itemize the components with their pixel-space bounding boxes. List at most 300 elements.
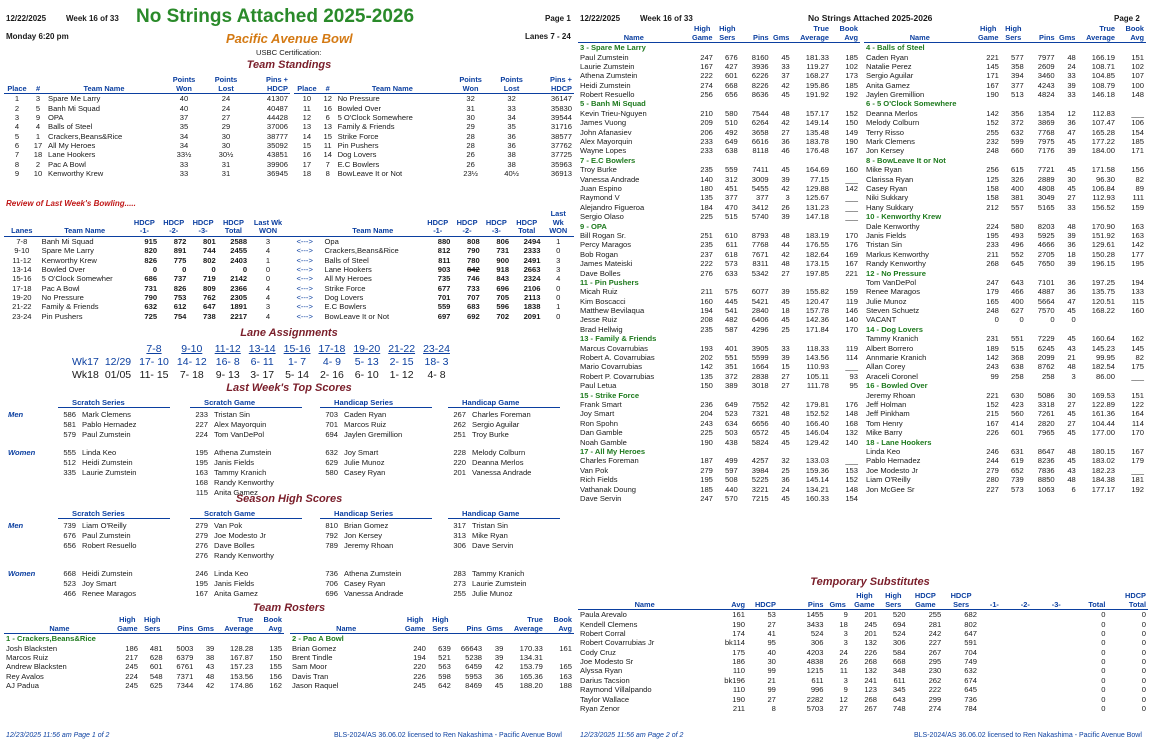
true-average: 147.18: [805, 212, 830, 222]
true-average: 119.27: [806, 61, 830, 71]
lane-pair-label: 7-8: [146, 342, 162, 355]
roster-header-avg: True Average: [216, 616, 255, 634]
bowler-name: Dave Servin: [580, 493, 622, 503]
book-average: 150: [845, 118, 858, 128]
high-game: 186: [125, 643, 138, 653]
roster-header-avg: True Average: [505, 616, 545, 634]
book-average: 163: [1131, 221, 1144, 231]
roster-header-name: Name: [864, 25, 976, 43]
true-average: 174.86: [230, 681, 254, 691]
review-won-b: 4: [556, 274, 561, 284]
heading-underline: [448, 518, 560, 519]
high-series: 633: [725, 268, 738, 278]
bowler-row: [290, 653, 574, 662]
true-average: 145.23: [1091, 343, 1116, 353]
bowler-row: [578, 193, 860, 202]
hdcp-game: 274: [928, 704, 942, 714]
games: 36: [781, 475, 790, 485]
standings-pins-hdcp: 36913: [550, 169, 572, 179]
bowler-row: [864, 52, 1146, 61]
standings-team-number: 17: [33, 141, 43, 151]
standings-points-won: 35: [179, 122, 189, 132]
standings-pins-hdcp: 39544: [550, 112, 572, 122]
high-game: 251: [700, 230, 713, 240]
hdcp: 41: [767, 628, 776, 638]
hdcp-game: 255: [928, 610, 942, 620]
pins: 4887: [1037, 287, 1055, 297]
score-value: 279: [195, 531, 208, 540]
high-game: 256: [700, 90, 713, 100]
review-team-a: No Pressure: [41, 293, 84, 303]
pins: 6077: [751, 287, 769, 297]
high-game: 195: [700, 475, 713, 485]
pins: 66643: [460, 643, 483, 653]
bowler-name: Dale Kenworthy: [866, 221, 920, 231]
team-label-row: [578, 43, 860, 53]
pins: 7975: [1037, 137, 1055, 147]
footer-page-info: 12/23/2025 11:56 am Page 1 of 2: [6, 732, 110, 739]
review-game1-a: 731: [144, 283, 158, 293]
standings-points-lost: 30: [221, 131, 231, 141]
high-game: 189: [986, 343, 999, 353]
bowler-row: [578, 475, 860, 484]
book-average: 167: [1131, 446, 1144, 456]
lane-matchup: 4- 8: [427, 368, 446, 381]
bowler-row: [864, 297, 1146, 306]
team-label-row: [864, 212, 1146, 221]
subs-header-gms: Gms: [826, 592, 850, 610]
games: 47: [1067, 296, 1076, 306]
true-average: 152.52: [805, 409, 830, 419]
bowler-row: [4, 672, 284, 681]
book-average: 162: [269, 681, 282, 691]
high-series: 642: [438, 681, 451, 691]
week-label: Wk18: [72, 368, 99, 381]
score-value: 313: [453, 531, 466, 540]
game1-blank: [979, 638, 1010, 647]
pins: 4824: [1037, 90, 1055, 100]
true-average: 171.58: [1091, 165, 1116, 175]
games: 3: [843, 675, 848, 685]
games: 33: [781, 343, 790, 353]
games: 42: [781, 399, 790, 409]
standings-header-team: Team Name: [336, 76, 450, 94]
bowler-row: [578, 400, 860, 409]
bowler-name: Mike Ryan: [472, 531, 508, 540]
high-game: 243: [986, 362, 999, 372]
bowler-row: [578, 438, 860, 447]
book-average: 93: [849, 371, 858, 381]
review-game1-b: 880: [437, 236, 451, 246]
lane-matchup: 5- 14: [285, 368, 310, 381]
standings-place: 12: [302, 112, 312, 122]
review-game1-a: 826: [144, 255, 158, 265]
high-series: 381: [1011, 193, 1024, 203]
review-lanes: 11-12: [12, 255, 32, 265]
true-average: 134.31: [519, 652, 543, 662]
games: 42: [494, 662, 504, 672]
standings-team-number: 13: [323, 122, 332, 132]
subs-table: [578, 592, 1148, 713]
true-average: 191.92: [805, 90, 830, 100]
high-series: 601: [149, 662, 163, 672]
review-game1-b: 812: [437, 246, 451, 256]
true-average: 120.51: [1091, 296, 1116, 306]
review-won-a: 3: [265, 302, 271, 312]
review-game2-b: 790: [467, 246, 480, 256]
review-lanes: 13-14: [12, 264, 32, 274]
score-col-heading: Scratch Series: [72, 509, 125, 518]
review-title: Review of Last Week's Bowling.....: [6, 199, 136, 208]
game2-blank: [1010, 610, 1041, 620]
review-game3-b: 596: [496, 302, 510, 312]
games: 3: [1071, 371, 1076, 381]
bowler-name: Brian Gomez: [344, 521, 389, 530]
games: 42: [781, 118, 790, 128]
bowler-name: Janis Fields: [214, 458, 255, 467]
games: 43: [1067, 465, 1076, 475]
book-average: 119: [845, 296, 858, 306]
score-value: 581: [63, 420, 76, 429]
pins: 6226: [751, 71, 769, 81]
bowler-row: [578, 353, 860, 362]
bowler-row: [578, 466, 860, 475]
roster-header-book: Book Avg: [1117, 25, 1146, 43]
high-game: 256: [986, 165, 999, 175]
true-average: 161.36: [1091, 409, 1116, 419]
high-game: 142: [700, 362, 713, 372]
bowler-name: Tammy Kranich: [866, 334, 919, 344]
pins: 4257: [751, 456, 769, 466]
standings-header-num: #: [320, 76, 336, 94]
bowler-row: [290, 672, 574, 681]
book-average: ___: [845, 362, 858, 372]
bowler-row: [864, 353, 1146, 362]
games: 33: [1067, 71, 1076, 81]
standings-row: [294, 132, 574, 141]
pins: 6616: [751, 137, 769, 147]
bowler-row: [864, 409, 1146, 418]
book-average: 179: [1131, 456, 1144, 466]
bowler-row: [578, 381, 860, 390]
bowler-row: [4, 662, 284, 671]
review-game2-b: 746: [467, 274, 480, 284]
team-label-row: [864, 43, 1146, 53]
standings-points-lost: 30: [221, 141, 231, 151]
review-team-b: Crackers,Beans&Rice: [324, 246, 399, 256]
subs-header-hg: High Game: [850, 592, 879, 610]
true-average: 155.82: [805, 287, 830, 297]
week-label: Wk17: [72, 355, 99, 368]
score-value: 739: [63, 521, 76, 530]
lane-pair-label: 19-20: [353, 342, 381, 355]
bowler-row: [4, 643, 284, 652]
bowler-name: Van Pok: [580, 465, 609, 475]
lane-matchup: 17- 10: [139, 355, 169, 368]
hdcp: 40: [767, 647, 776, 657]
pins: 3658: [751, 127, 769, 137]
standings-row: [294, 160, 574, 169]
true-average: 183.02: [1091, 456, 1116, 466]
pins: 524: [810, 628, 824, 638]
high-series: 423: [1011, 399, 1024, 409]
high-series: 515: [725, 212, 738, 222]
bowler-name: Janis Fields: [214, 579, 255, 588]
games: 25: [781, 324, 790, 334]
bowler-name: Tristan Sin: [472, 521, 509, 530]
bowler-name: Dave Bolles: [214, 541, 255, 550]
hdcp-series: 632: [964, 666, 977, 676]
roster-header-avg: True Average: [792, 25, 831, 43]
score-value: 579: [63, 430, 76, 439]
high-series: 638: [1011, 362, 1024, 372]
footer-page-info-2: 12/23/2025 11:56 am Page 2 of 2: [580, 732, 684, 739]
standings-row: [4, 103, 290, 112]
score-value: 694: [325, 430, 338, 439]
pins: 2889: [1037, 174, 1055, 184]
review-game3-a: 647: [203, 302, 216, 312]
pins: 7836: [1037, 465, 1055, 475]
high-series: 587: [725, 324, 738, 334]
subs-header-hdcp_sers: HDCP Sers: [943, 592, 979, 610]
standings-points-won: 26: [466, 159, 475, 169]
book-average: 102: [845, 61, 858, 71]
high-series: 580: [1011, 221, 1024, 231]
review-game1-b: 559: [437, 302, 451, 312]
high-series: 510: [725, 118, 738, 128]
true-average: 99.95: [1096, 353, 1116, 363]
subs-header-hs: High Sers: [879, 592, 908, 610]
games: 30: [1067, 174, 1076, 184]
bowler-name: Hany Sukkary: [866, 202, 914, 212]
score-value: 656: [63, 541, 76, 550]
lane-matchup: 2- 16: [319, 368, 344, 381]
score-value: 276: [195, 541, 208, 550]
bowler-name: Ron Spohn: [580, 418, 618, 428]
pins: 3433: [806, 619, 824, 629]
bowler-name: Anita Gamez: [214, 488, 258, 497]
bowler-name: Randy Kenworthy: [866, 259, 926, 269]
standings-pins-hdcp: 44428: [266, 112, 288, 122]
pins: 8226: [751, 80, 769, 90]
lane-pair-label: 23-24: [423, 342, 450, 355]
bowler-row: [578, 81, 860, 90]
review-row: [4, 312, 574, 321]
pins: 5664: [1037, 296, 1055, 306]
high-game: 150: [700, 381, 713, 391]
bowler-name: Joy Smart: [344, 448, 379, 457]
high-game: 233: [700, 146, 713, 156]
roster-table-page2-left: [578, 25, 860, 503]
bowler-name: Matthew Bevilaqua: [580, 306, 645, 316]
review-game1-a: 820: [144, 246, 158, 256]
true-average: 173.15: [805, 259, 830, 269]
bowler-row: [290, 643, 574, 652]
score-value: 792: [325, 531, 338, 540]
pins: 7768: [751, 240, 769, 250]
pins: 1664: [751, 362, 769, 372]
pins: 8203: [1037, 221, 1055, 231]
book-average: 167: [845, 146, 858, 156]
review-team-a: Kenworthy Krew: [41, 255, 97, 265]
lanes-header-row: [70, 343, 454, 356]
score-col-heading: Scratch Game: [204, 398, 256, 407]
score-value: 283: [453, 569, 466, 578]
review-header-won: Last Wk WON: [249, 210, 287, 236]
review-total-b: 1838: [523, 302, 541, 312]
score-value: 167: [195, 589, 208, 598]
lanes-week-row: [70, 369, 454, 382]
standings-team-number: 8: [325, 169, 330, 179]
pins: 3936: [751, 61, 769, 71]
team-label: 14 - Dog Lovers: [866, 324, 923, 334]
season-high-block: [0, 509, 578, 601]
standings-place: 7: [14, 150, 20, 160]
book-average: 150: [269, 652, 282, 662]
games: 39: [494, 643, 504, 653]
review-team-b: Strike Force: [324, 283, 366, 293]
book-average: 173: [845, 71, 858, 81]
team-label: 2 - Pac A Bowl: [292, 634, 344, 644]
true-average: 157.78: [805, 306, 830, 316]
high-game: 211: [986, 249, 999, 259]
review-game2-a: 891: [173, 246, 187, 256]
true-average: 195.86: [805, 80, 830, 90]
review-header-row: [4, 210, 574, 236]
report-week: Week 16 of 33: [66, 14, 119, 23]
bowler-name: Julie Munoz: [866, 296, 907, 306]
standings-row: [294, 141, 574, 150]
hdcp: 8: [771, 704, 776, 714]
review-game2-b: 808: [467, 236, 480, 246]
high-game: 165: [986, 296, 999, 306]
subs-header-hdcp_total: HDCP Total: [1107, 592, 1148, 610]
games: 36: [494, 671, 504, 681]
games: 27: [781, 381, 790, 391]
hdcp-series: 749: [964, 657, 977, 667]
bowler-name: Linda Keo: [82, 448, 117, 457]
report-week-2: Week 16 of 33: [640, 14, 693, 23]
standings-team-number: 1: [35, 131, 41, 141]
group-label-men: Men: [8, 521, 24, 530]
high-game: 123: [864, 685, 877, 695]
true-average: 168.22: [1091, 306, 1116, 316]
high-series: 513: [1011, 90, 1024, 100]
book-average: 154: [1131, 127, 1144, 137]
score-value: 168: [195, 478, 208, 487]
book-average: 151: [1131, 52, 1144, 62]
bowler-name: Alex Mayorquin: [580, 137, 633, 147]
book-average: 148: [1131, 90, 1144, 100]
standings-place: 17: [302, 159, 312, 169]
review-team-b: Lane Hookers: [324, 264, 372, 274]
book-average: ___: [1131, 465, 1144, 475]
book-average: 153: [845, 465, 858, 475]
book-average: 133: [1131, 287, 1144, 297]
high-series: 368: [1011, 353, 1024, 363]
high-series: 611: [725, 240, 738, 250]
high-game: 185: [700, 484, 713, 494]
book-average: 194: [1131, 277, 1144, 287]
hdcp-total: 0: [1141, 704, 1146, 714]
sub-name: Raymond Villalpando: [580, 685, 652, 695]
standings-row: [4, 113, 290, 122]
review-game3-a: 802: [203, 255, 216, 265]
versus-arrow: <--->: [296, 302, 313, 312]
standings-row: [294, 150, 574, 159]
score-value: 195: [195, 579, 208, 588]
high-series: 649: [725, 137, 738, 147]
bowler-name: Renee Maragos: [82, 589, 137, 598]
high-series: 599: [1011, 137, 1024, 147]
high-series: 492: [725, 127, 738, 137]
games: 45: [1067, 334, 1076, 344]
games: 33: [781, 61, 790, 71]
bowler-name: Caden Ryan: [866, 52, 909, 62]
hdcp: 95: [767, 638, 776, 648]
roster-header-row: [864, 25, 1146, 43]
true-average: 182.54: [1091, 362, 1116, 372]
pins: 3460: [1037, 71, 1055, 81]
high-series: 580: [725, 108, 738, 118]
review-lanes: 15-16: [12, 274, 32, 284]
review-header-team: Team Name: [40, 210, 130, 236]
roster-header-name: Name: [4, 616, 115, 634]
bowler-name: Mario Covarrubias: [580, 362, 643, 372]
standings-row: [294, 113, 574, 122]
high-game: 274: [700, 80, 713, 90]
high-series: 499: [725, 456, 738, 466]
review-won-b: 1: [556, 302, 561, 312]
sub-row: [578, 629, 1148, 638]
lane-matchup: 6- 10: [354, 368, 379, 381]
high-series: 503: [725, 428, 738, 438]
roster-header-gms: Gms: [484, 616, 505, 634]
score-value: 306: [453, 541, 466, 550]
hdcp-series: 784: [964, 704, 977, 714]
true-average: 111.78: [806, 381, 830, 391]
high-game: 226: [864, 647, 877, 657]
high-game: 235: [700, 324, 713, 334]
game3-blank: [1041, 619, 1072, 628]
bowler-name: Jesse Ruiz: [580, 315, 618, 325]
bowler-row: [578, 372, 860, 381]
bowler-row: [864, 184, 1146, 193]
true-average: 108.71: [1091, 61, 1116, 71]
bowler-name: Athena Zumstein: [580, 71, 638, 81]
standings-team-number: 14: [323, 150, 332, 160]
high-series: 584: [892, 647, 906, 657]
book-average: 155: [269, 662, 282, 672]
bowler-name: Raymond V: [580, 193, 620, 203]
games: 27: [781, 371, 790, 381]
bowler-row: [864, 466, 1146, 475]
pins: 2840: [751, 306, 769, 316]
games: 33: [1067, 90, 1076, 100]
game1-blank: [979, 648, 1010, 657]
high-series: 676: [725, 52, 738, 62]
book-average: 185: [845, 80, 858, 90]
avg: 186: [732, 657, 745, 667]
standings-place: 15: [302, 141, 312, 151]
bowler-name: Mike Barry: [866, 428, 903, 438]
pins: 5740: [751, 212, 769, 222]
standings-team-number: 10: [33, 169, 43, 179]
review-team-a: 5 O'Clock Somewher: [41, 274, 113, 284]
book-average: 169: [845, 249, 858, 259]
standings-place: 3: [14, 112, 20, 122]
high-game: 233: [700, 137, 713, 147]
